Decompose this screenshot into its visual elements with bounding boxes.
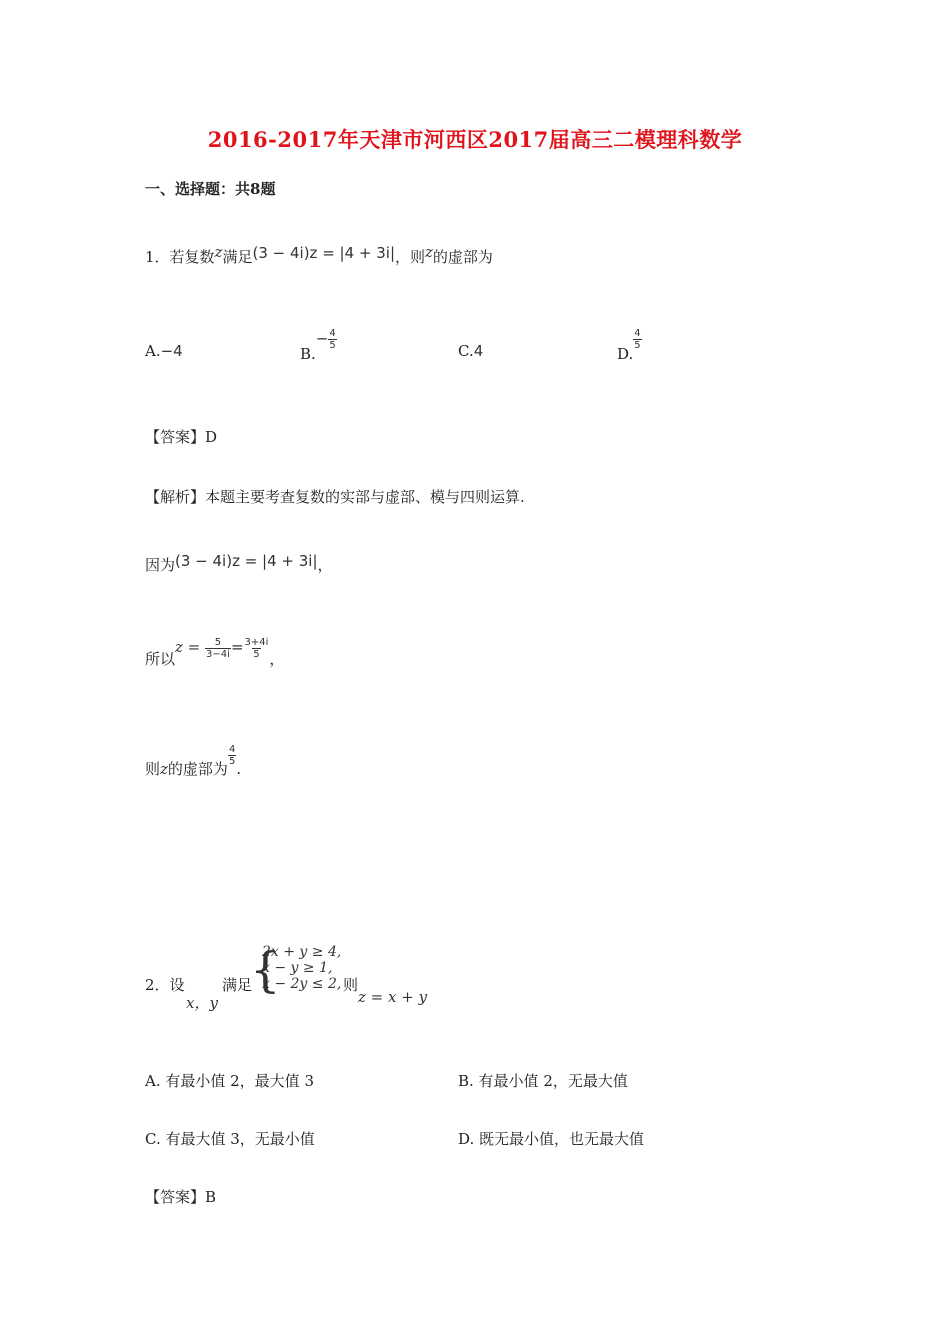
option-a: A.−4 [145, 342, 183, 360]
equation: (3 − 4i)z = |4 + 3i| [252, 244, 395, 262]
option-d: D. 既无最小值，也无最大值 [458, 1130, 645, 1148]
option-c: C.4 [458, 342, 484, 360]
answer-2: 【答案】B [145, 1188, 217, 1206]
math-var: z [425, 243, 433, 261]
document-title: 2016-2017年天津市河西区2017届高三二模理科数学 [207, 127, 743, 152]
question-1-stem [145, 243, 493, 267]
stem-text: 的虚部为 [432, 248, 493, 266]
question-number: 1． [145, 248, 170, 266]
option-a: A. 有最小值 2，最大值 3 [145, 1072, 314, 1090]
equation: (3 − 4i)z = |4 + 3i| [175, 552, 318, 570]
fraction: $\frac{3+4i}{5}$ [244, 636, 269, 660]
question-2-number: 2．设 [145, 976, 185, 994]
stem-text: 满足 [222, 248, 253, 266]
analysis-step-2: 所以z = $\frac{5}{3-4i}$ = $\frac{3+4i}{5}$ ， [145, 636, 285, 668]
analysis-step-1: 因为(3 − 4i)z = |4 + 3i|， [145, 552, 333, 574]
fraction: $\frac{4}{5}$ [634, 328, 641, 351]
fraction: $\frac{4}{5}$ [329, 328, 336, 351]
analysis-1: 【解析】本题主要考查复数的实部与虚部、模与四则运算. [145, 488, 525, 506]
section-heading: 一、选择题：共8题 [145, 180, 276, 198]
stem-text: 则 [343, 976, 359, 994]
math-var: z [214, 243, 223, 261]
objective-function: z = x + y [358, 988, 428, 1006]
answer-1: 【答案】D [145, 428, 218, 446]
option-c: C. 有最大值 3，无最小值 [145, 1130, 315, 1148]
option-d: D. $\frac{4}{5}$ [617, 328, 641, 363]
analysis-step-3: 则z的虚部为 $\frac{4}{5}$ . [145, 744, 242, 778]
stem-text: 若复数 [169, 248, 215, 266]
stem-text: ，则 [395, 248, 426, 266]
stem-text: 满足 [222, 976, 253, 994]
option-b: B.− $\frac{4}{5}$ [300, 328, 336, 363]
math-vars: x，y [186, 994, 218, 1012]
option-b: B. 有最小值 2，无最大值 [458, 1072, 628, 1090]
system-brace: { [250, 942, 281, 998]
fraction: $\frac{4}{5}$ [228, 744, 236, 767]
constraint-system: 2x + y ≥ 4, x − y ≥ 1, x − 2y ≤ 2, [262, 944, 342, 992]
fraction: $\frac{5}{3-4i}$ [206, 636, 230, 660]
